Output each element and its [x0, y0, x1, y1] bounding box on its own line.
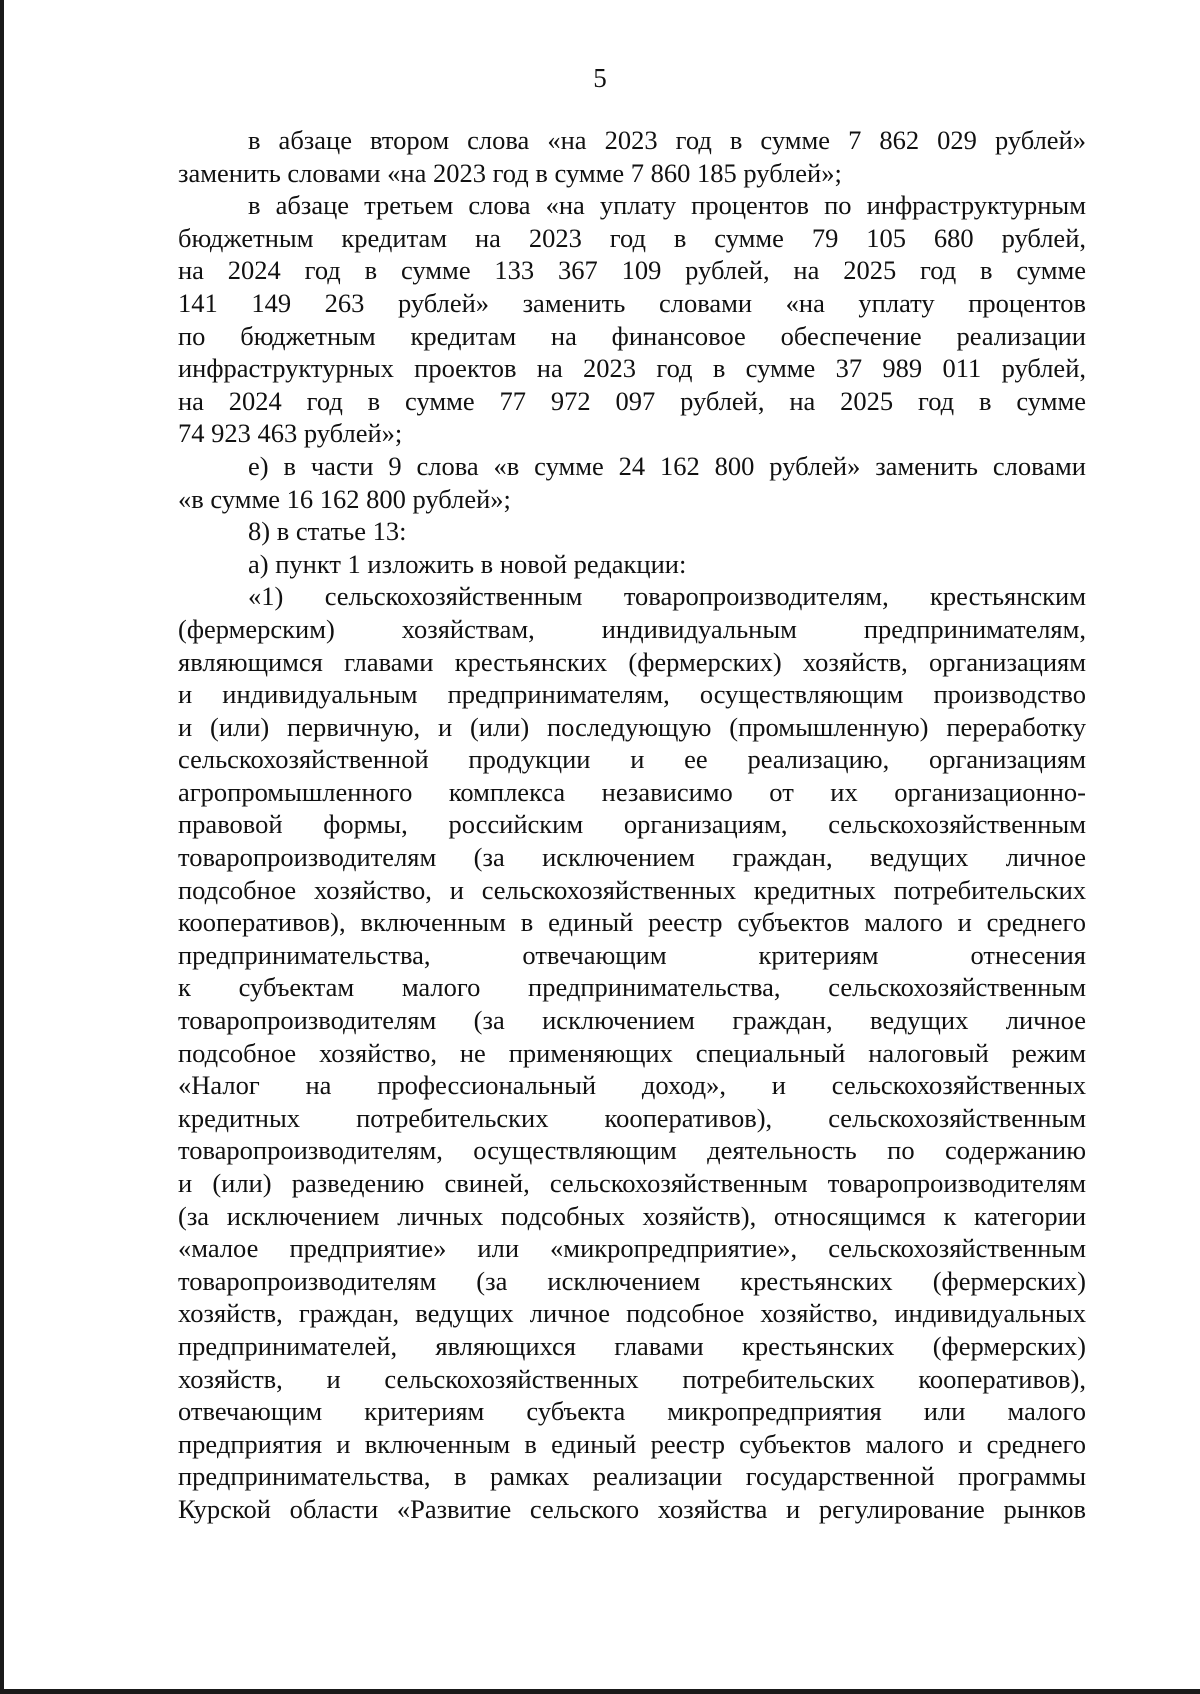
page-number: 5 [593, 63, 607, 93]
text-line: по бюджетным кредитам на финансовое обеспечение реализации [178, 320, 1086, 351]
text-line: на 2024 год в сумме 133 367 109 рублей, на 2025 год в сумме [178, 255, 1086, 286]
text-line: товаропроизводителям (за исключением крестьянских (фермерских) [178, 1265, 1086, 1296]
text-line: Курской области «Развитие сельского хозяйства и регулирование рынков [178, 1493, 1086, 1524]
document-body [178, 124, 1086, 1526]
text-line: товаропроизводителям (за исключением граждан, ведущих личное [178, 1005, 1086, 1036]
text-line: кредитных потребительских кооперативов), сельскохозяйственным [178, 1102, 1086, 1133]
paragraph [178, 580, 1086, 1525]
text-line: подсобное хозяйство, и сельскохозяйственных кредитных потребительских [178, 874, 1086, 905]
scan-bottom-edge [0, 1689, 1200, 1694]
paragraph [178, 515, 1086, 548]
text-line: кооперативов), включенным в единый реестр субъектов малого и среднего [178, 907, 1086, 938]
text-line: хозяйств, граждан, ведущих личное подсобное хозяйство, индивидуальных [178, 1298, 1086, 1329]
paragraph [178, 124, 1086, 189]
text-line: в абзаце третьем слова «на уплату процентов по инфраструктурным [248, 190, 1086, 221]
paragraph [178, 548, 1086, 581]
text-line: предпринимательства, отвечающим критериям отнесения [178, 939, 1086, 970]
text-line: «Налог на профессиональный доход», и сельскохозяйственных [178, 1070, 1086, 1101]
text-line: (за исключением личных подсобных хозяйств), относящимся к категории [178, 1200, 1086, 1231]
text-line: правовой формы, российским организациям, сельскохозяйственным [178, 809, 1086, 840]
text-line: к субъектам малого предпринимательства, сельскохозяйственным [178, 972, 1086, 1003]
text-line: на 2024 год в сумме 77 972 097 рублей, на 2025 год в сумме [178, 385, 1086, 416]
text-line: и (или) первичную, и (или) последующую (промышленную) переработку [178, 711, 1086, 742]
text-line: товаропроизводителям, осуществляющим деятельность по содержанию [178, 1135, 1086, 1166]
text-line: предпринимателей, являющихся главами крестьянских (фермерских) [178, 1330, 1086, 1361]
text-line: и (или) разведению свиней, сельскохозяйственным товаропроизводителям [178, 1168, 1086, 1198]
text-line: отвечающим критериям субъекта микропредприятия или малого [178, 1396, 1086, 1427]
text-line: «в сумме 16 162 800 рублей»; [178, 483, 511, 514]
text-line: 8) в статье 13: [248, 516, 407, 547]
text-line: являющимся главами крестьянских (фермерских) хозяйств, организациям [178, 646, 1086, 677]
paragraph [178, 189, 1086, 450]
text-line: предпринимательства, в рамках реализации государственной программы [178, 1461, 1086, 1492]
text-line: «1) сельскохозяйственным товаропроизводителям, крестьянским [248, 581, 1086, 612]
scan-left-edge [0, 0, 4, 1694]
text-line: заменить словами «на 2023 год в сумме 7 860 185 рублей»; [178, 157, 842, 188]
text-line: товаропроизводителям (за исключением граждан, ведущих личное [178, 842, 1086, 873]
text-line: е) в части 9 слова «в сумме 24 162 800 рублей» заменить словами [248, 450, 1086, 481]
text-line: «малое предприятие» или «микропредприятие», сельскохозяйственным [178, 1233, 1086, 1264]
text-line: в абзаце втором слова «на 2023 год в сумме 7 862 029 рублей» [248, 125, 1086, 155]
text-line: а) пункт 1 изложить в новой редакции: [248, 548, 687, 579]
text-line: 141 149 263 рублей» заменить словами «на уплату процентов [178, 287, 1086, 318]
text-line: предприятия и включенным в единый реестр субъектов малого и среднего [178, 1428, 1086, 1459]
text-line: хозяйств, и сельскохозяйственных потребительских кооперативов), [178, 1363, 1086, 1394]
text-line: (фермерским) хозяйствам, индивидуальным предпринимателям, [178, 613, 1086, 644]
text-line: бюджетным кредитам на 2023 год в сумме 79 105 680 рублей, [178, 222, 1086, 253]
text-line: инфраструктурных проектов на 2023 год в сумме 37 989 011 рублей, [178, 353, 1086, 384]
text-line: и индивидуальным предпринимателям, осуществляющим производство [178, 679, 1086, 710]
paragraph [178, 450, 1086, 515]
text-line: подсобное хозяйство, не применяющих специальный налоговый режим [178, 1037, 1086, 1068]
text-line: агропромышленного комплекса независимо от их организационно- [178, 776, 1086, 807]
text-line: сельскохозяйственной продукции и ее реализацию, организациям [178, 744, 1086, 775]
text-line: 74 923 463 рублей»; [178, 418, 403, 449]
